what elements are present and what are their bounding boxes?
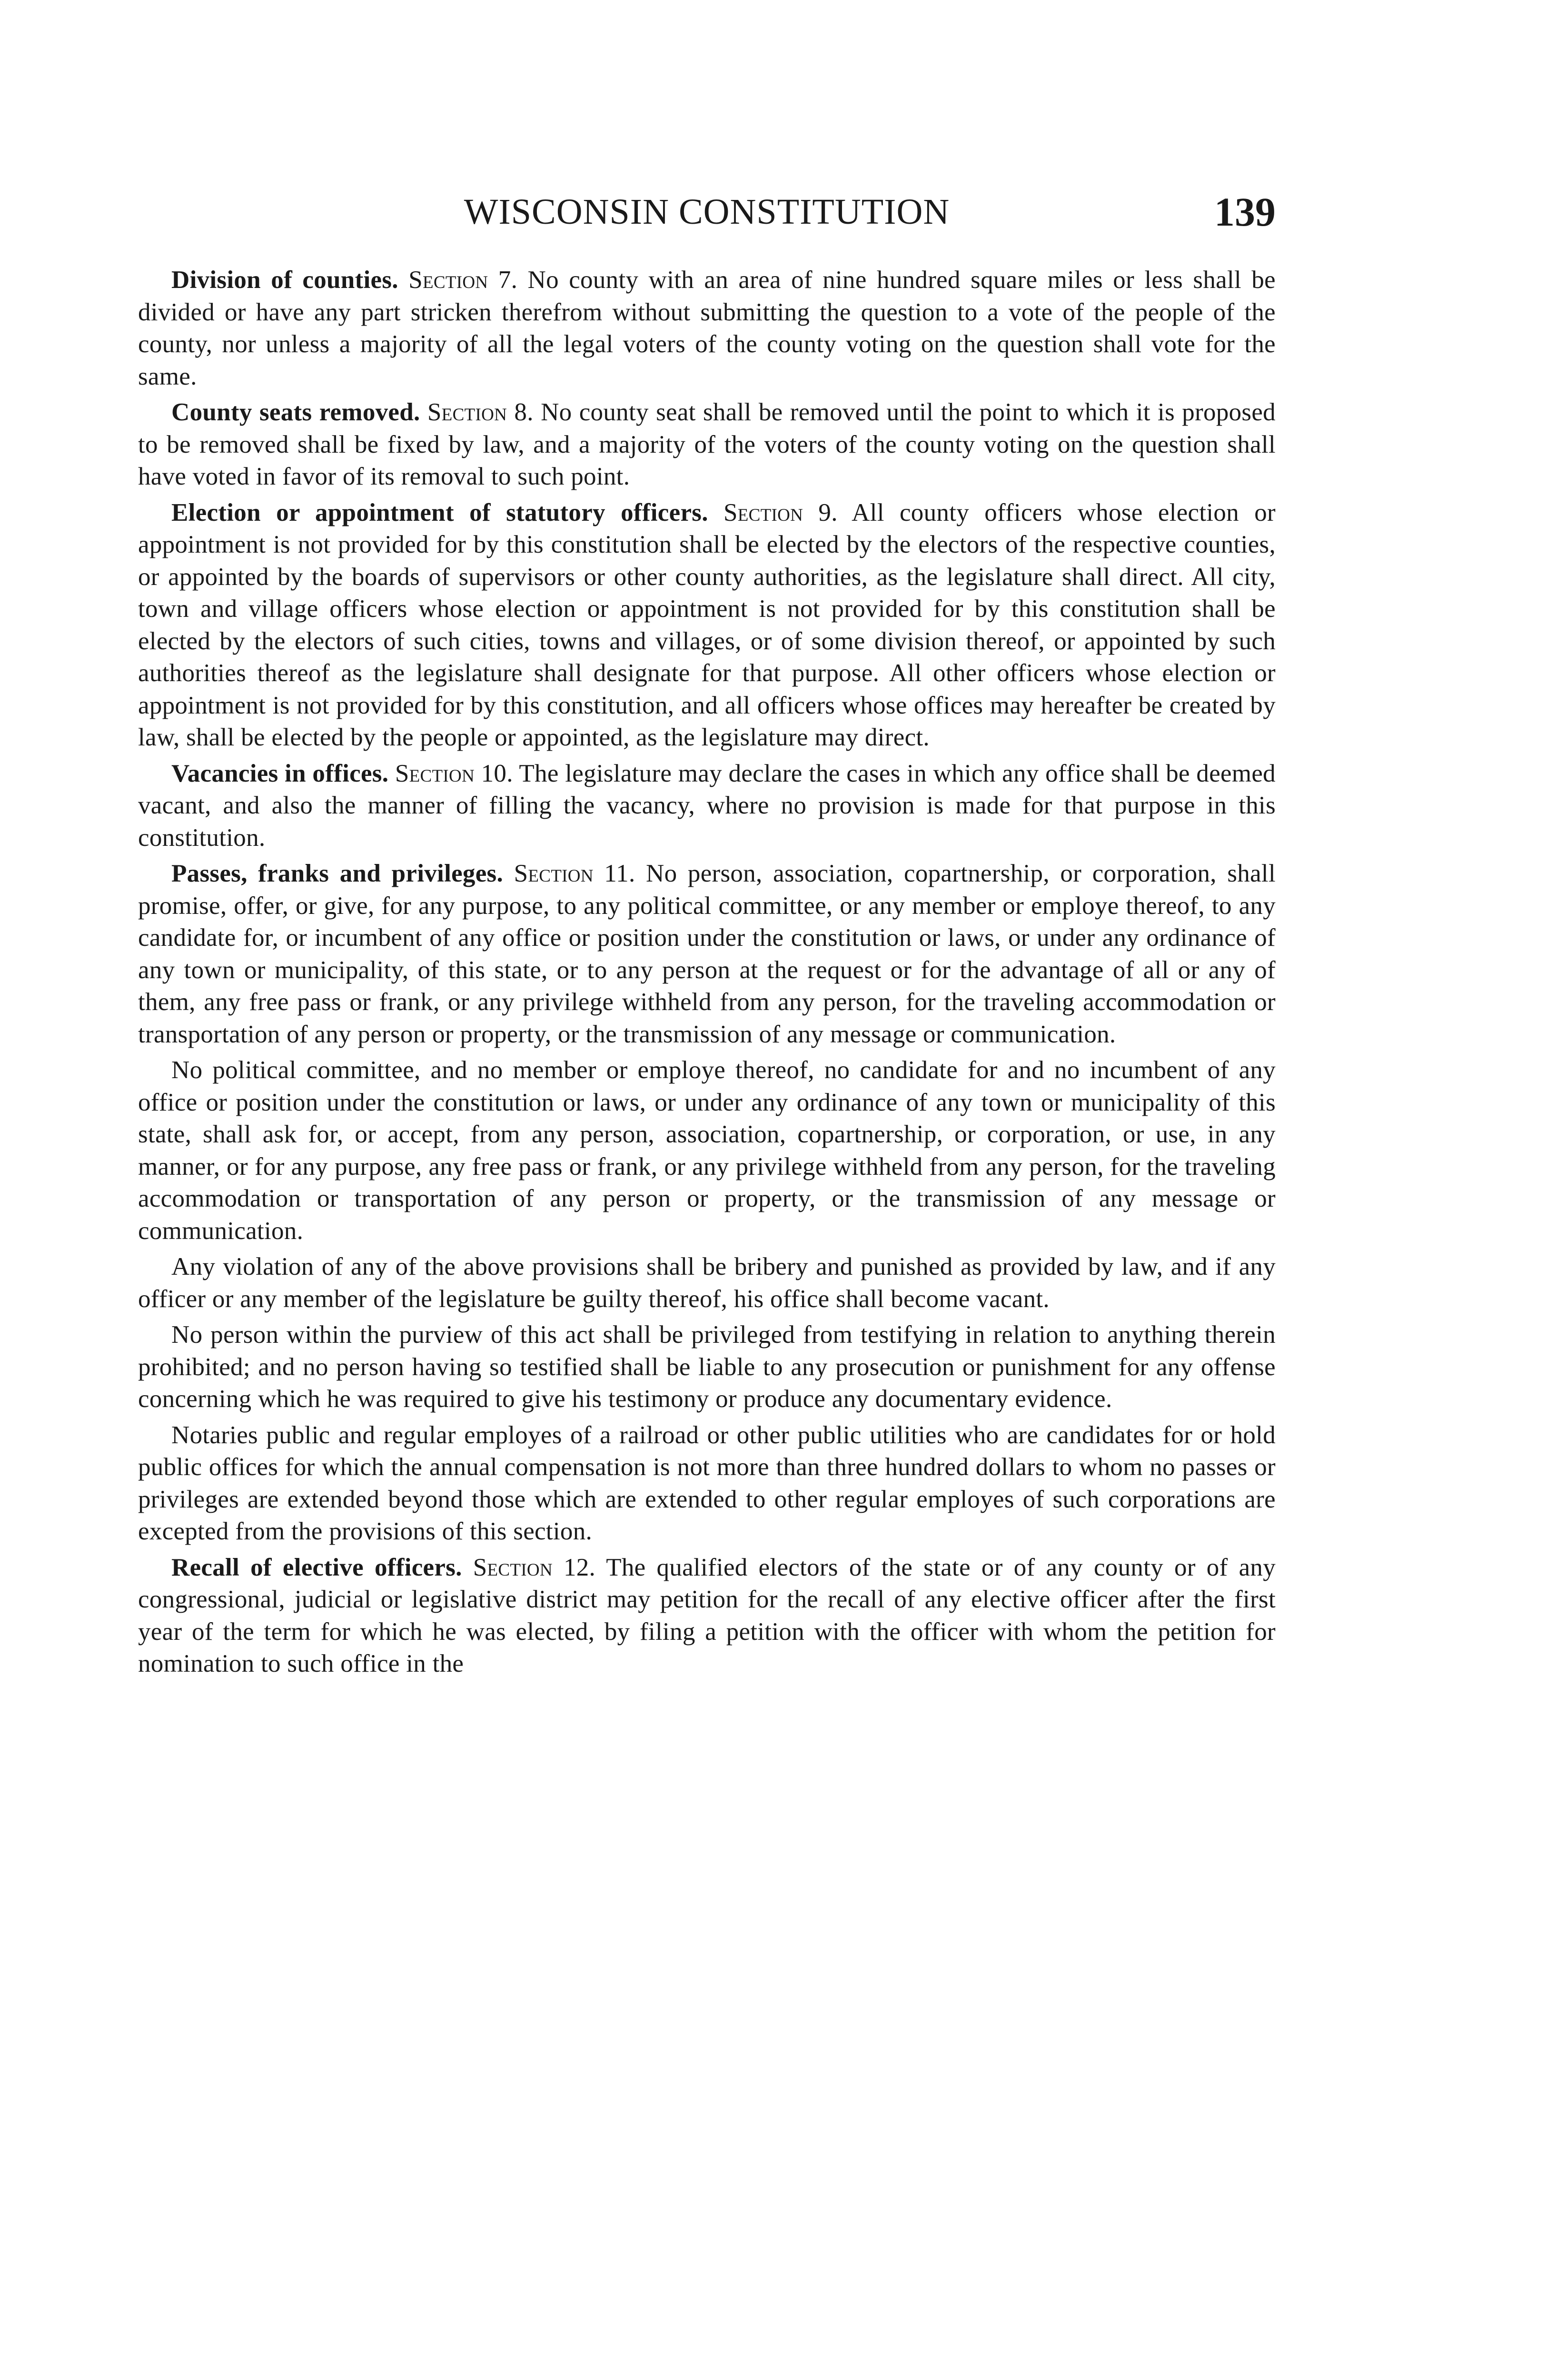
paragraph-text: Notaries public and regular employes of a railroad or other public utilities who are candidates for or hold public offices for which the annual compensation is not more than three hundred dollars to whom no passes or privileges are extended beyond those which are extended to other regular employes of such corporations are excepted from the provisions of this section. xyxy=(138,1421,1276,1545)
section-number: Section 10. xyxy=(395,759,513,787)
running-header xyxy=(138,186,1276,238)
section-heading: County seats removed. xyxy=(171,398,420,426)
paragraph-text: All county officers whose election or appointment is not provided for by this constitution shall be elected by the electors of the respective counties, or appointed by the boards of supervisors or other county authorities, as the legislature shall direct. All city, town and village officers whose election or appointment is not provided for by this constitution shall be elected by the electors of such cities, towns and villages, or of some division thereof, or appointed by such authorities thereof as the legislature shall designate for that purpose. All other officers whose election or appointment is not provided for by this constitution, and all officers whose offices may hereafter be created by law, shall be elected by the people or appointed, as the legislature may direct. xyxy=(138,498,1276,751)
section-heading: Election or appointment of statutory officers. xyxy=(171,498,708,526)
section-number: Section 9. xyxy=(723,498,838,526)
paragraph-text: Any violation of any of the above provisions shall be bribery and punished as provided by law, and if any officer or any member of the legislature be guilty thereof, his office shall become vacant. xyxy=(138,1253,1276,1313)
paragraph-text: No person, association, copartnership, or corporation, shall promise, offer, or give, for any purpose, to any political committee, or any member or employe thereof, to any candidate for, or incumbent of any office or position under the constitution or laws, or under any ordinance of any town or municipality, of this state, or to any person at the request or for the advantage of all or any of them, any free pass or frank, or any privilege withheld from any person, for the traveling accommodation or transportation of any person or property, or the transmission of any message or communication. xyxy=(138,860,1276,1048)
page-number: 139 xyxy=(1214,189,1276,235)
paragraph-section-7 xyxy=(138,264,1276,393)
paragraph-section-8 xyxy=(138,397,1276,493)
section-heading: Vacancies in offices. xyxy=(171,759,389,787)
document-page xyxy=(138,186,1276,1684)
page-title: WISCONSIN CONSTITUTION xyxy=(464,192,950,232)
section-number: Section 8. xyxy=(427,398,534,426)
paragraph-text: No person within the purview of this act shall be privileged from testifying in relation to anything therein prohibited; and no person having so testified shall be liable to any prosecution or punishment for any offense concerning which he was required to give his testimony or produce any documentary evidence. xyxy=(138,1321,1276,1413)
paragraph-section-11-cont-4 xyxy=(138,1419,1276,1548)
paragraph-text: The qualified electors of the state or of any county or of any congressional, judicial or legislative district may petition for the recall of any elective officer after the first year of the term for which he was elected, by filing a petition with the officer with whom the petition for nomination to such office in the xyxy=(138,1553,1276,1677)
section-number: Section 12. xyxy=(473,1553,596,1581)
paragraph-text: No political committee, and no member or employe thereof, no candidate for and no incumbent of any office or position under the constitution or laws, or under any ordinance of any town or municipality of this state, shall ask for, or accept, from any person, association, copartnership, or corporation, or use, in any manner, or for any purpose, any free pass or frank, or any privilege withheld from any person, for the traveling accommodation or transportation of any person or property, or the transmission of any message or communication. xyxy=(138,1056,1276,1245)
paragraph-section-12 xyxy=(138,1552,1276,1680)
body-text xyxy=(138,264,1276,1680)
paragraph-section-11-cont-3 xyxy=(138,1319,1276,1416)
section-number: Section 7. xyxy=(408,266,518,294)
paragraph-text: No county seat shall be removed until the point to which it is proposed to be removed shall be fixed by law, and a majority of the voters of the county voting on the question shall have voted in favor of its removal to such point. xyxy=(138,398,1276,490)
section-heading: Passes, franks and privileges. xyxy=(171,860,504,887)
paragraph-section-10 xyxy=(138,758,1276,854)
paragraph-section-11-cont-1 xyxy=(138,1054,1276,1247)
paragraph-text: The legislature may declare the cases in which any office shall be deemed vacant, and also the manner of filling the vacancy, where no provision is made for that purpose in this constitution. xyxy=(138,759,1276,852)
section-heading: Division of counties. xyxy=(171,266,398,294)
section-heading: Recall of elective officers. xyxy=(171,1553,462,1581)
section-number: Section 11. xyxy=(514,860,635,887)
paragraph-section-11 xyxy=(138,858,1276,1051)
paragraph-section-11-cont-2 xyxy=(138,1251,1276,1315)
paragraph-section-9 xyxy=(138,497,1276,754)
paragraph-text: No county with an area of nine hundred square miles or less shall be divided or have any part stricken therefrom without submitting the question to a vote of the people of the county, nor unless a majority of all the legal voters of the county voting on the question shall vote for the same. xyxy=(138,266,1276,390)
